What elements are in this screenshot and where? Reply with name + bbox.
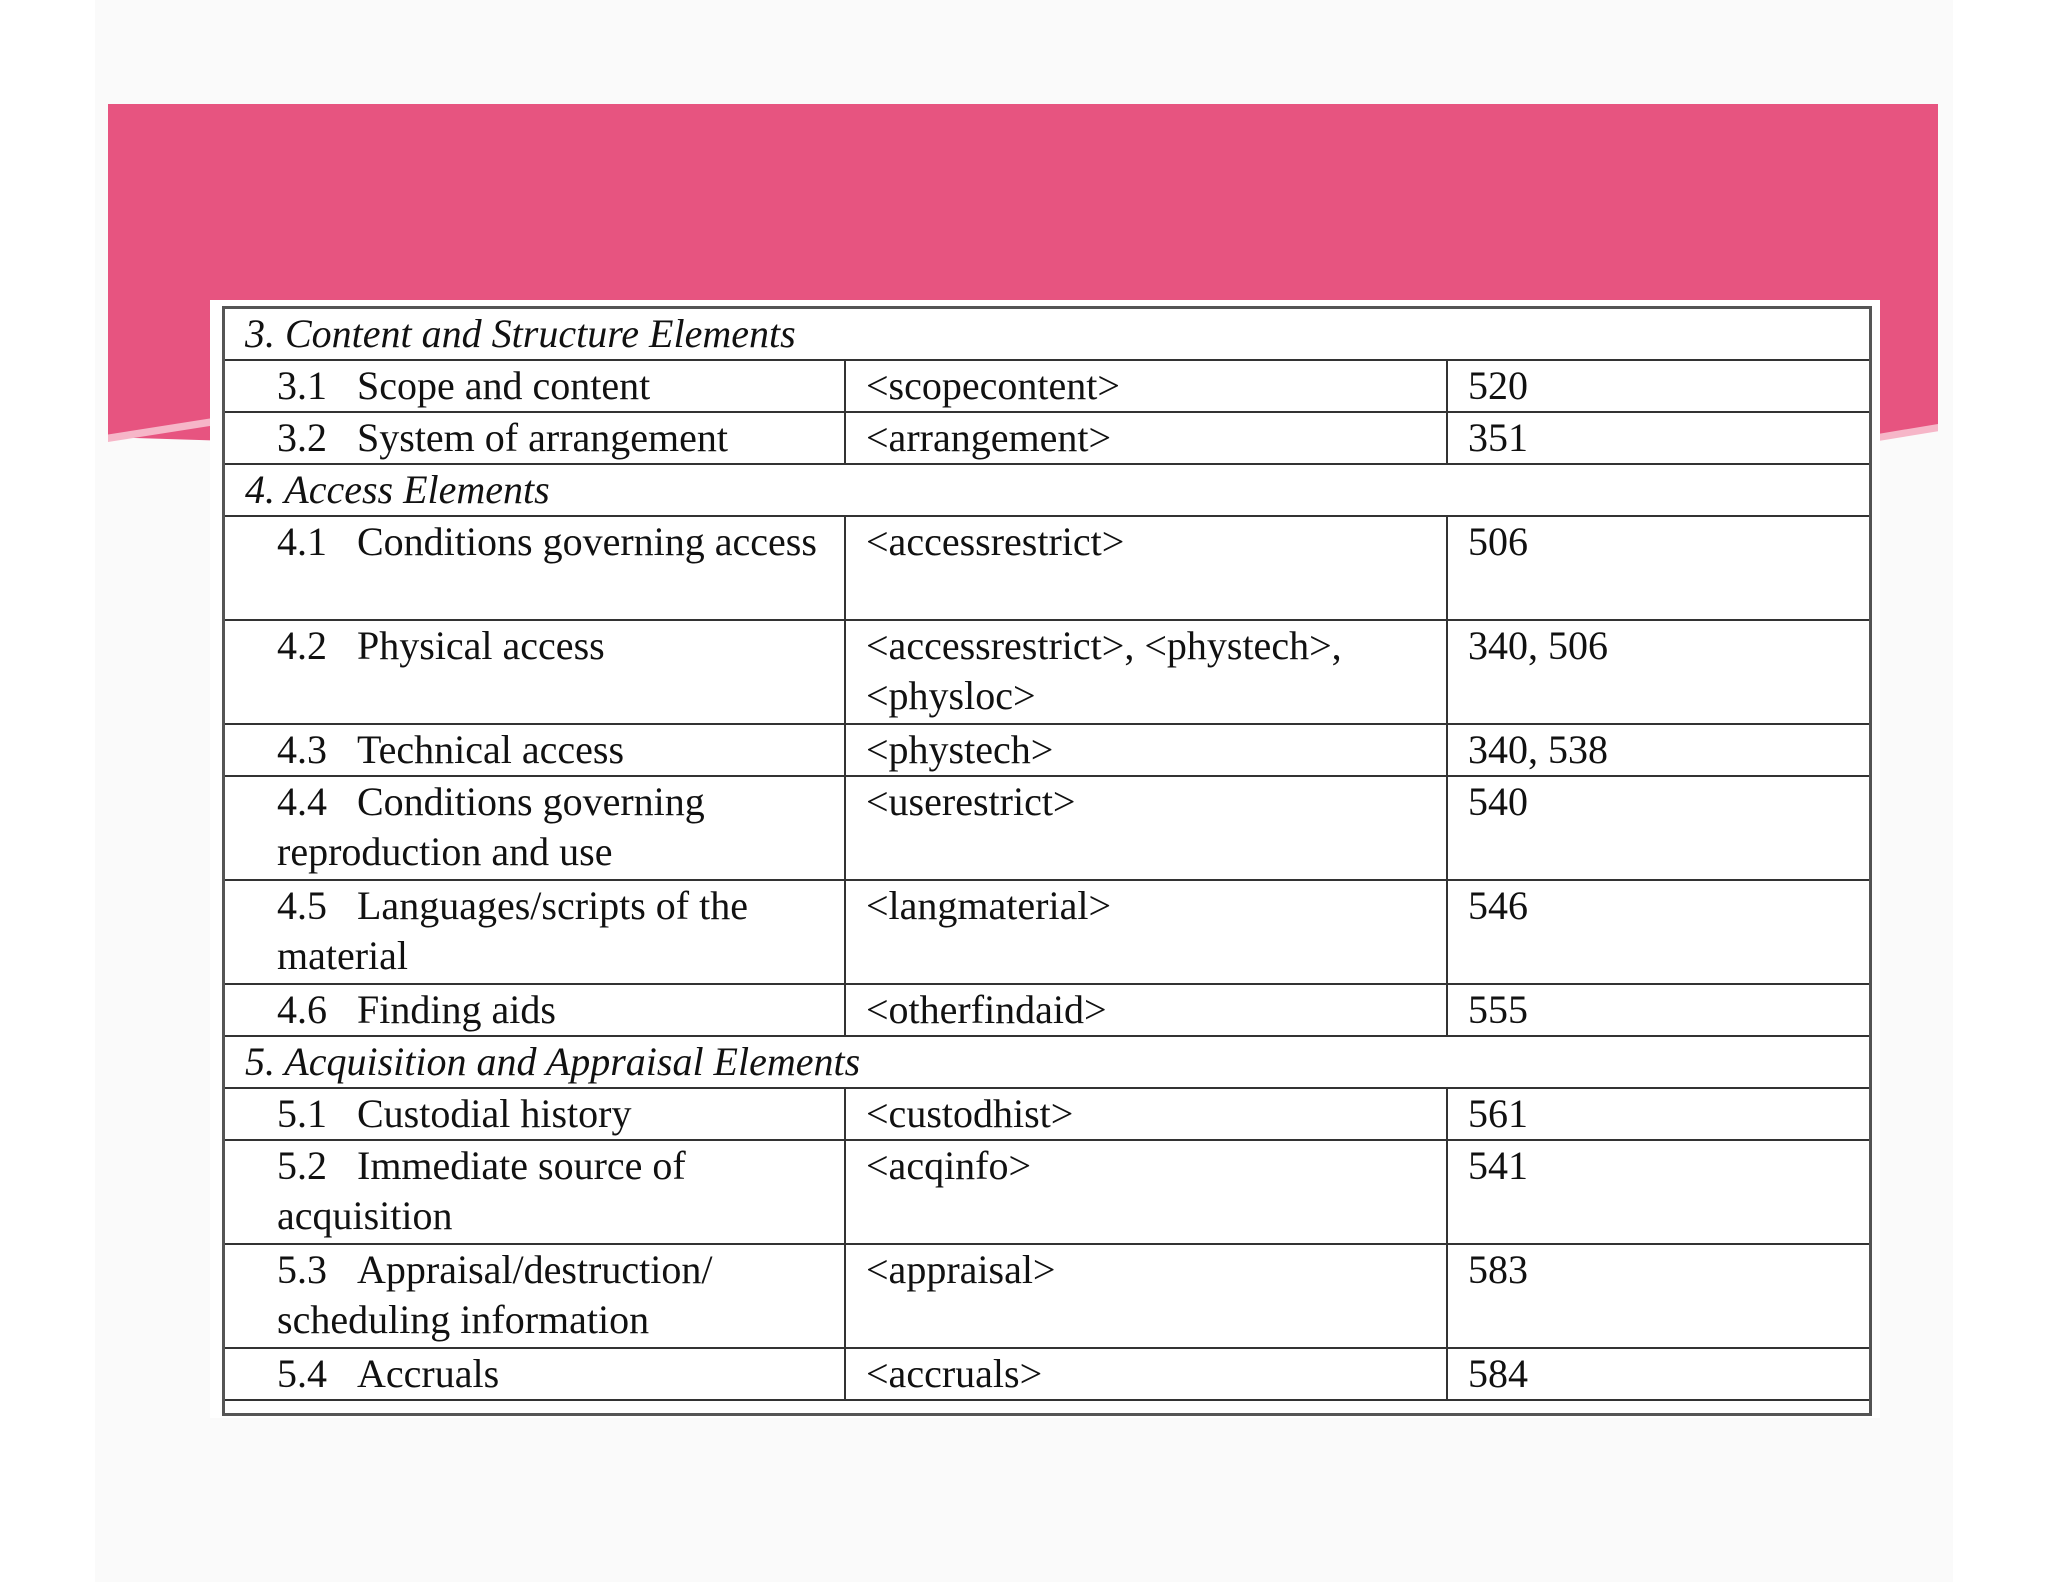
element-number: 4.3	[277, 727, 327, 772]
table-row	[225, 1088, 1869, 1140]
element-number: 4.6	[277, 987, 327, 1032]
ead-tag: <accruals>	[845, 1348, 1447, 1400]
element-name	[225, 724, 845, 776]
table-row	[225, 620, 1869, 724]
element-label: Technical access	[357, 727, 625, 772]
element-name	[225, 984, 845, 1036]
ead-tag: <custodhist>	[845, 1088, 1447, 1140]
marc-code: 541	[1447, 1140, 1869, 1244]
element-label: Appraisal/destruction/ scheduling information	[277, 1247, 713, 1342]
element-name	[225, 412, 845, 464]
marc-code: 340, 506	[1447, 620, 1869, 724]
table-row	[225, 412, 1869, 464]
marc-code: 583	[1447, 1244, 1869, 1348]
element-label: Conditions governing reproduction and use	[277, 779, 705, 874]
section-row	[225, 309, 1869, 360]
element-label: Immediate source of acquisition	[277, 1143, 686, 1238]
marc-code: 561	[1447, 1088, 1869, 1140]
ead-tag: <arrangement>	[845, 412, 1447, 464]
marc-code: 520	[1447, 360, 1869, 412]
ead-tag: <userestrict>	[845, 776, 1447, 880]
table-row	[225, 516, 1869, 620]
ead-tag: <scopecontent>	[845, 360, 1447, 412]
element-name	[225, 776, 845, 880]
marc-code: 546	[1447, 880, 1869, 984]
table-row	[225, 1348, 1869, 1400]
table-row	[225, 984, 1869, 1036]
element-label: Custodial history	[357, 1091, 632, 1136]
section-title: 4. Access Elements	[225, 464, 1869, 516]
element-number: 4.1	[277, 519, 327, 564]
ead-tag: <acqinfo>	[845, 1140, 1447, 1244]
element-name	[225, 1348, 845, 1400]
marc-code: 506	[1447, 516, 1869, 620]
element-number: 5.2	[277, 1143, 327, 1188]
section-title: 5. Acquisition and Appraisal Elements	[225, 1036, 1869, 1088]
element-number: 3.2	[277, 415, 327, 460]
section-row	[225, 464, 1869, 516]
element-number: 4.2	[277, 623, 327, 668]
element-number: 5.4	[277, 1351, 327, 1396]
marc-code: 340, 538	[1447, 724, 1869, 776]
table-row	[225, 776, 1869, 880]
ead-tag: <accessrestrict>, <phystech>, <physloc>	[845, 620, 1447, 724]
table-row	[225, 724, 1869, 776]
section-title: 3. Content and Structure Elements	[225, 309, 1869, 360]
marc-code: 540	[1447, 776, 1869, 880]
ead-tag: <otherfindaid>	[845, 984, 1447, 1036]
ead-tag: <accessrestrict>	[845, 516, 1447, 620]
table-row	[225, 880, 1869, 984]
element-number: 3.1	[277, 363, 327, 408]
element-label: Conditions governing access	[357, 519, 817, 564]
element-name	[225, 516, 845, 620]
table-row	[225, 1244, 1869, 1348]
mapping-table	[225, 309, 1869, 1401]
table-row	[225, 1140, 1869, 1244]
element-number: 4.4	[277, 779, 327, 824]
element-name	[225, 1140, 845, 1244]
element-name	[225, 1088, 845, 1140]
element-label: Languages/scripts of the material	[277, 883, 748, 978]
element-label: Accruals	[357, 1351, 500, 1396]
element-number: 5.3	[277, 1247, 327, 1292]
element-label: Finding aids	[357, 987, 556, 1032]
element-label: System of arrangement	[357, 415, 728, 460]
element-number: 4.5	[277, 883, 327, 928]
section-row	[225, 1036, 1869, 1088]
marc-code: 555	[1447, 984, 1869, 1036]
element-label: Scope and content	[357, 363, 651, 408]
element-name	[225, 620, 845, 724]
element-name	[225, 360, 845, 412]
element-number: 5.1	[277, 1091, 327, 1136]
table-row	[225, 360, 1869, 412]
ead-tag: <phystech>	[845, 724, 1447, 776]
marc-code: 584	[1447, 1348, 1869, 1400]
ead-tag: <appraisal>	[845, 1244, 1447, 1348]
element-label: Physical access	[357, 623, 605, 668]
element-name	[225, 1244, 845, 1348]
element-name	[225, 880, 845, 984]
ead-tag: <langmaterial>	[845, 880, 1447, 984]
elements-table	[222, 306, 1872, 1416]
marc-code: 351	[1447, 412, 1869, 464]
